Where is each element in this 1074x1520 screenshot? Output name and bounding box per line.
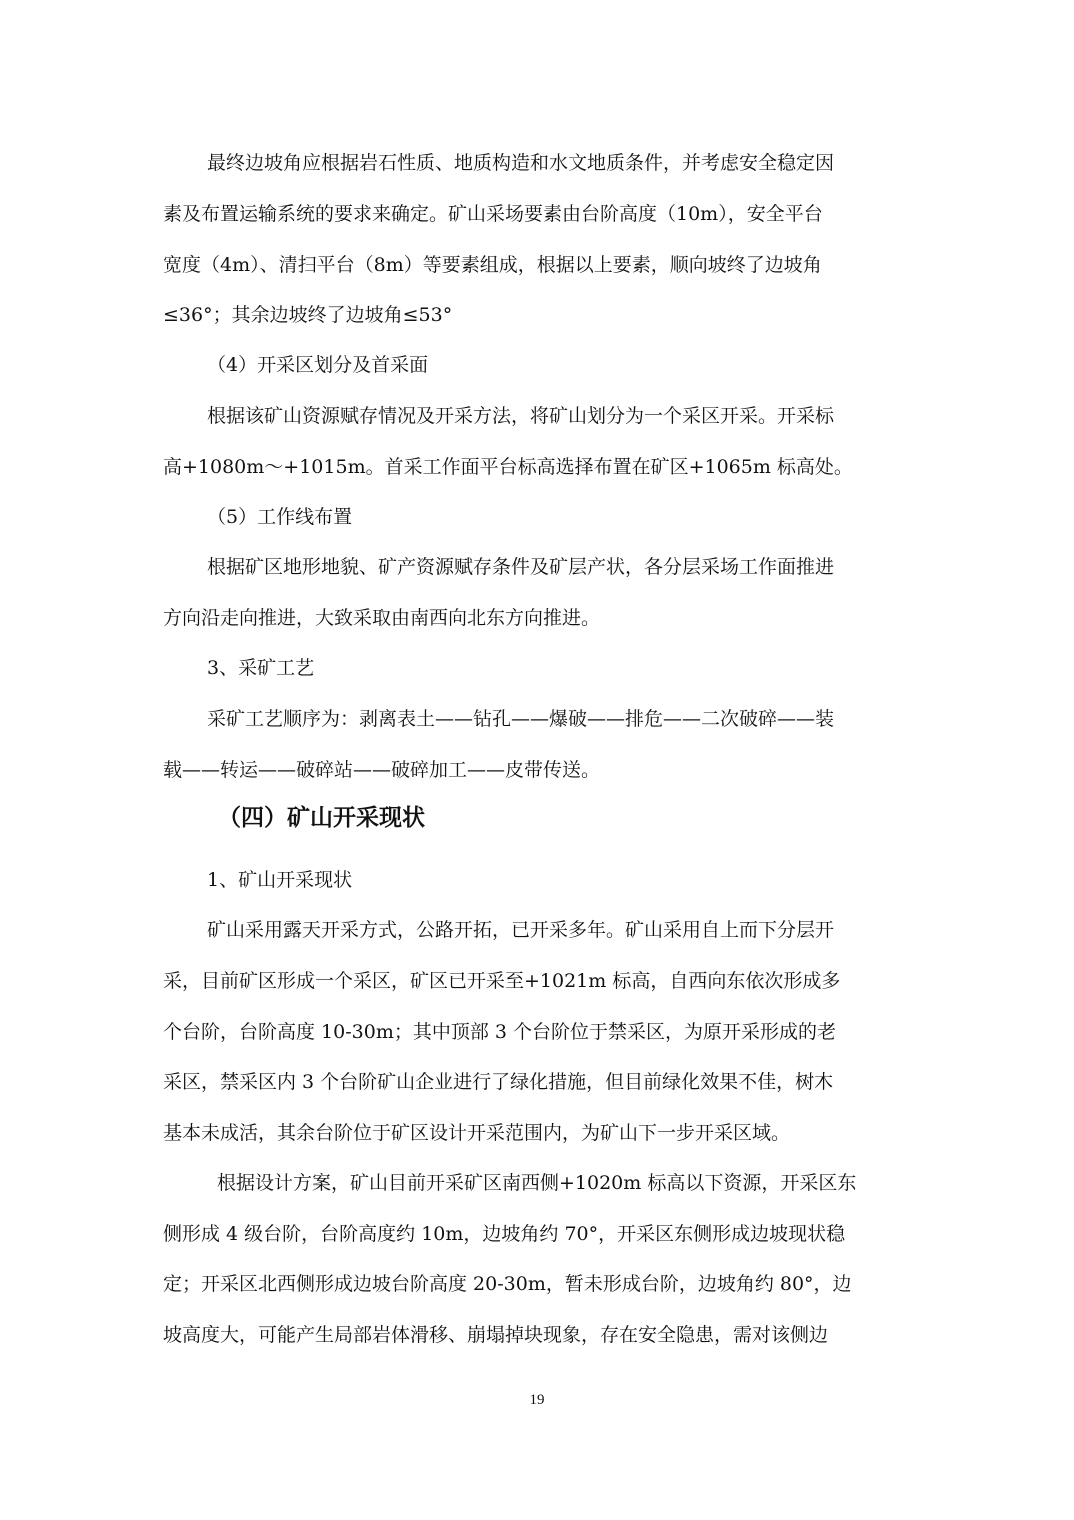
subsection-heading: 1、矿山开采现状 — [207, 869, 353, 891]
text-line: 宽度（4m）、清扫平台（8m）等要素组成，根据以上要素，顺向坡终了边坡角 — [163, 254, 822, 276]
subsection-heading: （5）工作线布置 — [207, 506, 353, 528]
text-line: 载——转运——破碎站——破碎加工——皮带传送。 — [163, 759, 601, 781]
text-line: 采区，禁采区内 3 个台阶矿山企业进行了绿化措施，但目前绿化效果不佳，树木 — [163, 1071, 834, 1093]
text-line: 个台阶，台阶高度 10-30m；其中顶部 3 个台阶位于禁采区，为原开采形成的老 — [163, 1021, 836, 1043]
text-line: 基本未成活，其余台阶位于矿区设计开采范围内，为矿山下一步开采区域。 — [163, 1122, 791, 1144]
text-line: 素及布置运输系统的要求来确定。矿山采场要素由台阶高度（10m），安全平台 — [163, 203, 823, 225]
text-line: 高+1080m～+1015m。首采工作面平台标高选择布置在矿区+1065m 标高处。 — [163, 456, 853, 478]
text-line: 采矿工艺顺序为：剥离表土——钻孔——爆破——排危——二次破碎——装 — [207, 708, 835, 730]
text-line: 根据矿区地形地貌、矿产资源赋存条件及矿层产状，各分层采场工作面推进 — [207, 556, 835, 578]
text-line: 采，目前矿区形成一个采区，矿区已开采至+1021m 标高，自西向东依次形成多 — [163, 970, 841, 992]
text-line: 矿山采用露天开采方式，公路开拓，已开采多年。矿山采用自上而下分层开 — [207, 919, 835, 941]
text-line: 最终边坡角应根据岩石性质、地质构造和水文地质条件，并考虑安全稳定因 — [207, 152, 835, 174]
text-line: 方向沿走向推进，大致采取由南西向北东方向推进。 — [163, 607, 601, 629]
text-line: 根据设计方案，矿山目前开采矿区南西侧+1020m 标高以下资源，开采区东 — [217, 1172, 857, 1194]
text-line: 坡高度大，可能产生局部岩体滑移、崩塌掉块现象，存在安全隐患，需对该侧边 — [163, 1324, 829, 1346]
subsection-heading: （4）开采区划分及首采面 — [207, 354, 429, 376]
text-line: 根据该矿山资源赋存情况及开采方法，将矿山划分为一个采区开采。开采标 — [207, 405, 835, 427]
text-line: 定；开采区北西侧形成边坡台阶高度 20-30m，暂未形成台阶，边坡角约 80°，边 — [163, 1273, 852, 1295]
text-line: 侧形成 4 级台阶，台阶高度约 10m，边坡角约 70°，开采区东侧形成边坡现状稳 — [163, 1223, 846, 1245]
subsection-heading: 3、采矿工艺 — [207, 657, 315, 679]
section-heading: （四）矿山开采现状 — [218, 804, 425, 831]
page-number: 19 — [529, 1392, 545, 1408]
text-line: ≤36°；其余边坡终了边坡角≤53° — [163, 304, 453, 326]
